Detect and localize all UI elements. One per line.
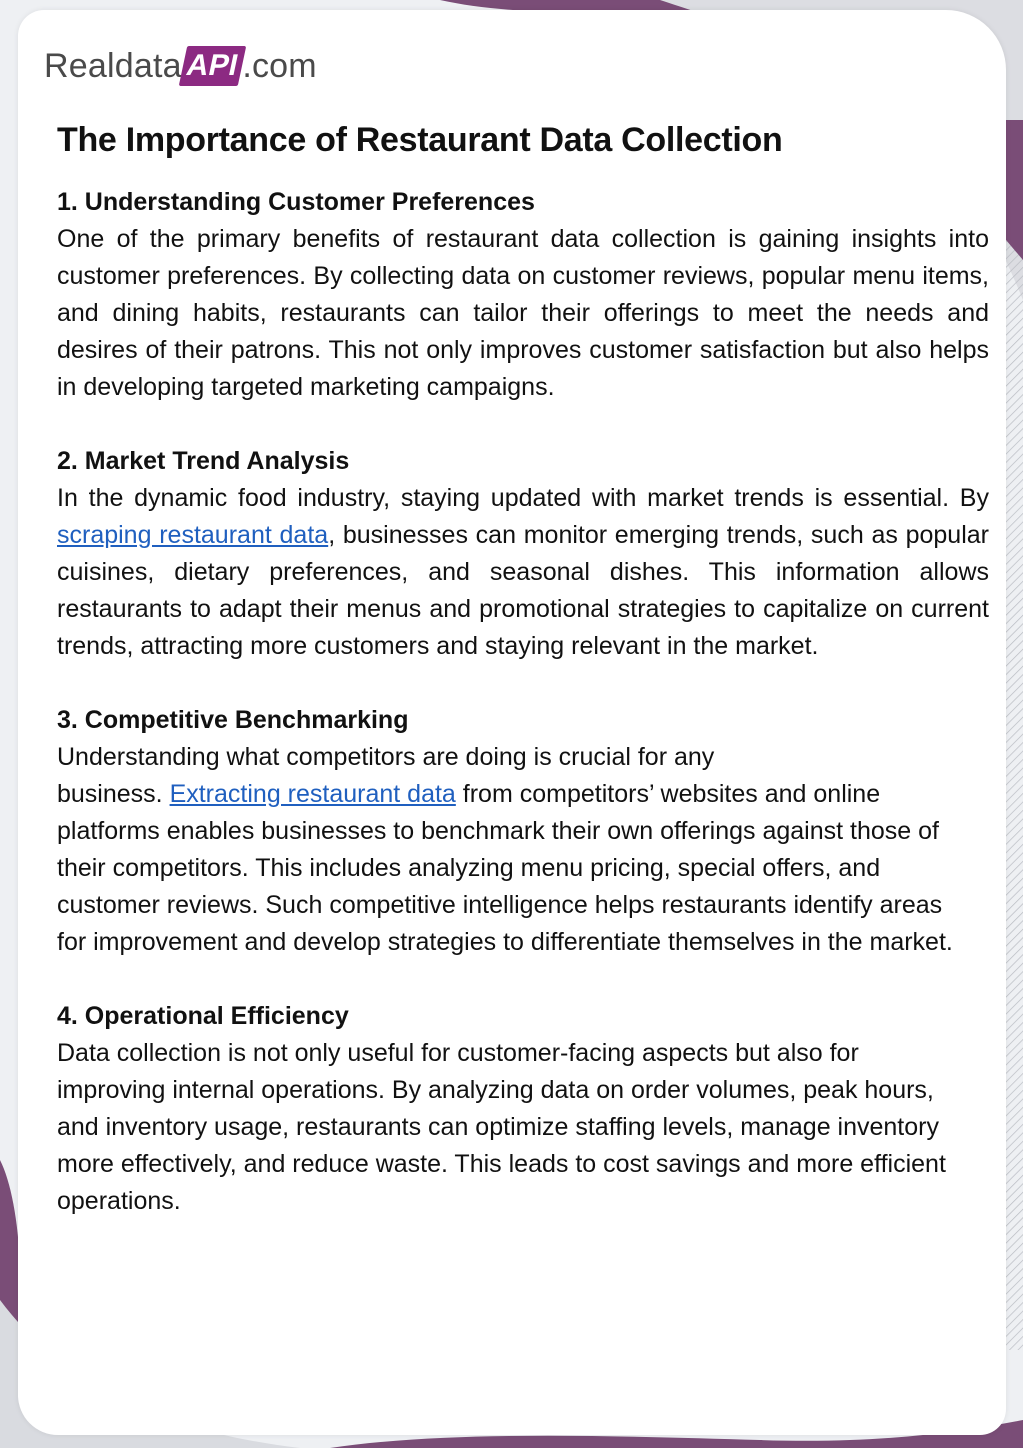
extracting-restaurant-data-link[interactable]: Extracting restaurant data xyxy=(169,780,456,808)
section-heading: 3. Competitive Benchmarking xyxy=(57,706,409,734)
right-edge-hatch xyxy=(1006,150,1023,1350)
logo-prefix: Realdata xyxy=(44,46,182,85)
section-heading: 4. Operational Efficiency xyxy=(57,1002,349,1030)
page-title: The Importance of Restaurant Data Collection xyxy=(57,121,783,159)
section-body: Data collection is not only useful for customer-facing aspects but also for improving internal operations. By analyzing data on order volumes, peak hours, and inventory usage, restaurants can optimize staffing levels, manage inventory more effectively, and reduce waste. This leads to cost savings and more efficient operations. xyxy=(57,1039,946,1215)
article-content xyxy=(57,116,989,1257)
body-text-before-link: In the dynamic food industry, staying updated with market trends is essential. By xyxy=(57,484,989,512)
right-purple-stripe xyxy=(1006,120,1023,260)
section-operational-efficiency xyxy=(57,998,989,1220)
section-body xyxy=(57,480,989,665)
section-heading: 1. Understanding Customer Preferences xyxy=(57,188,535,216)
section-body-line1: Understanding what competitors are doing is crucial for any xyxy=(57,743,715,771)
logo-suffix: .com xyxy=(242,46,317,85)
scraping-restaurant-data-link[interactable]: scraping restaurant data xyxy=(57,521,329,549)
section-heading: 2. Market Trend Analysis xyxy=(57,447,350,475)
brand-logo[interactable] xyxy=(44,42,317,90)
body-text-after-link: from competitors’ websites and online platforms enables businesses to benchmark their own offerings against those of their competitors. This includes analyzing menu pricing, special offers, and customer reviews. Such competitive intelligence helps restaurants identify areas for improvement and develop strategies to differentiate themselves in the market. xyxy=(57,780,953,956)
body-text-after-link: , businesses can monitor emerging trends, such as popular cuisines, dietary preferences, and seasonal dishes. This information allows restaurants to adapt their menus and promotional strategies to capitalize on current trends, attracting more customers and staying relevant in the market. xyxy=(57,521,989,660)
section-market-trend-analysis xyxy=(57,443,989,665)
body-text-before-link: business. xyxy=(57,780,170,808)
section-body: One of the primary benefits of restaurant data collection is gaining insights into customer preferences. By collecting data on customer reviews, popular menu items, and dining habits, restaurants can tailor their offerings to meet the needs and desires of their patrons. This not only improves customer satisfaction but also helps in developing targeted marketing campaigns. xyxy=(57,225,989,401)
logo-api-highlight: API xyxy=(178,46,245,86)
section-customer-preferences xyxy=(57,184,989,406)
section-body xyxy=(57,776,972,961)
section-competitive-benchmarking xyxy=(57,702,989,961)
